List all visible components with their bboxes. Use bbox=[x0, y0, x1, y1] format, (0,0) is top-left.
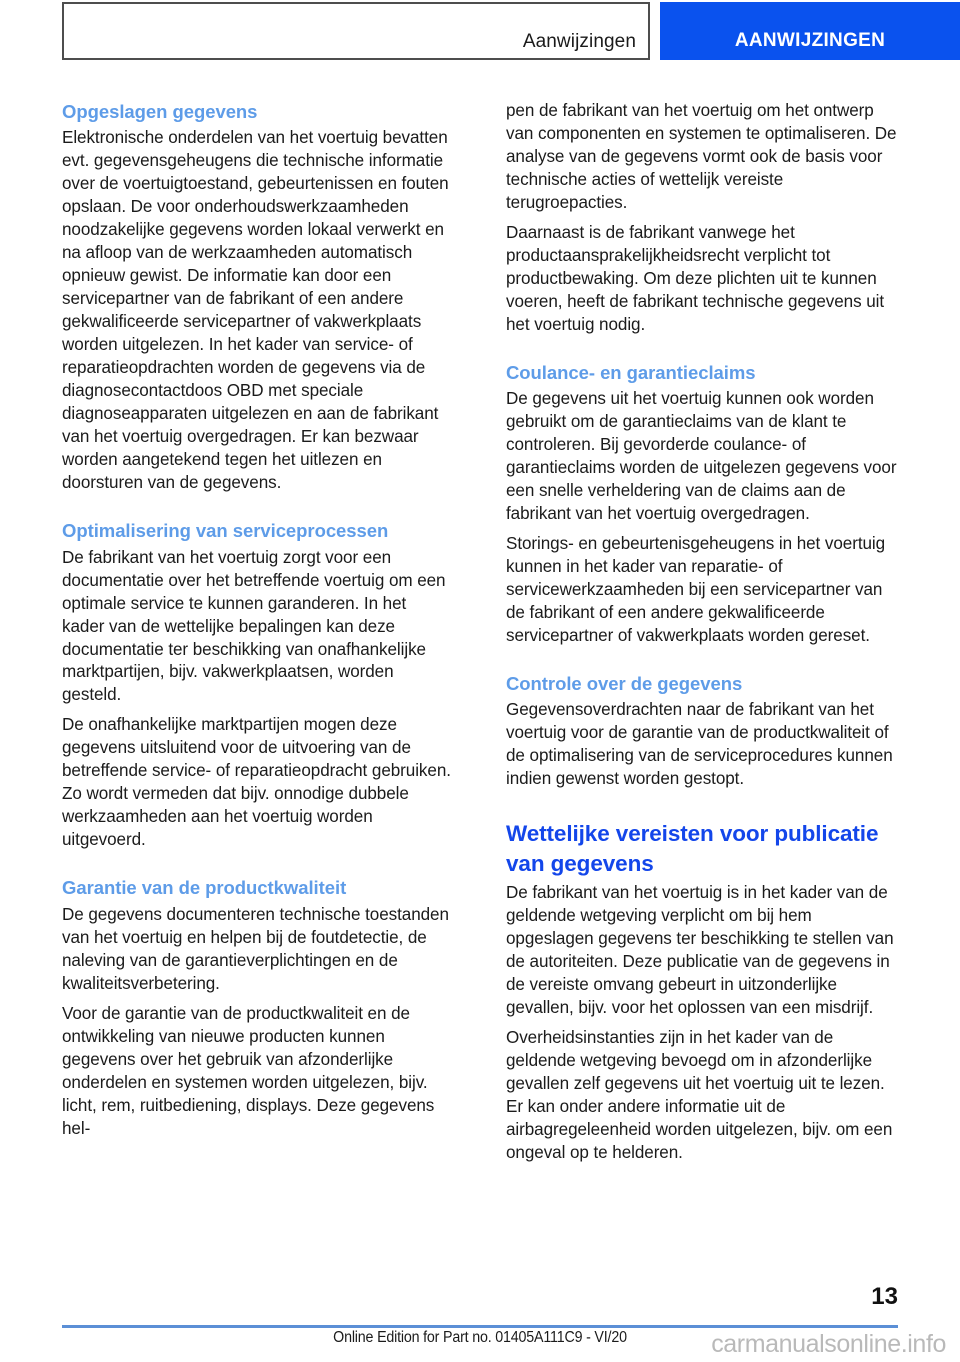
paragraph-marktpartijen: De onafhankelijke marktpartijen mogen deze gegevens uitsluitend voor de uitvoering van de betreffende service- of reparatieopdracht gebruiken. Zo wordt vermeden dat bijv. onnodige dubbele werkzaamheden aan het voertuig worden uitgevoerd. bbox=[62, 715, 451, 850]
heading-coulance-garantieclaims: Coulance- en garantieclaims bbox=[506, 361, 756, 383]
paragraph-opgeslagen-gegevens: Elektronische onderdelen van het voertuig bevatten evt. gegevensgeheugens die technische informatie over de voertuigtoestand, gebeurtenissen en fouten opslaan. De voor onderhoudswerkzaamheden noodzakelijke gegevens worden lokaal verwerkt en na afloop van de werkzaamheden automatisch opnieuw gewist. De informatie kan door een servicepartner van de fabrikant of een andere gekwalificeerde servicepartner of vakwerkplaats worden uitgelezen. In het kader van service- of reparatieopdrachten worden de gegevens via de diagnosecontactdoos OBD met speciale diagnoseapparaten uitgelezen en aan de fabrikant van het voertuig overgedragen. Er kan bezwaar worden aangetekend tegen het uitlezen en doorsturen van de gegevens. bbox=[62, 128, 449, 493]
paragraph-gegevensoverdrachten: Gegevensoverdrachten naar de fabrikant van het voertuig voor de garantie van de productkwaliteit of de optimalisering van de serviceprocedures kunnen indien gewenst worden gestopt. bbox=[506, 700, 893, 789]
heading-wettelijke-vereisten: Wettelijke vereisten voor publicatie van gegevens bbox=[506, 821, 879, 876]
chapter-tab bbox=[660, 2, 960, 60]
breadcrumb-label: Aanwijzingen bbox=[522, 31, 636, 52]
heading-controle-over-gegevens: Controle over de gegevens bbox=[506, 673, 743, 695]
paragraph-productaansprakelijkheid: Daarnaast is de fabrikant vanwege het productaansprakelijkheidsrecht verplicht tot productbewaking. Om deze plichten uit te kunnen voeren, heeft de fabrikant technische gegevens uit het voertuig nodig. bbox=[506, 222, 885, 334]
paragraph-overheidsinstanties: Overheidsinstanties zijn in het kader van de geldende wetgeving bevoegd om in afzonderlijke gevallen zelf gegevens uit het voertuig uit te lezen. Er kan onder andere informatie uit de airbagregeleenheid worden uitgelezen, bijv. om een ongeval op te helderen. bbox=[506, 1027, 893, 1162]
edition-note: Online Edition for Part no. 01405A111C9 - VI/20 bbox=[333, 1329, 627, 1346]
paragraph-garantieclaims: De gegevens uit het voertuig kunnen ook worden gebruikt om de garantieclaims van de klant te controleren. Bij gevorderde coulance- of garantieclaims worden de uitgelezen gegevens voor een snelle verheldering van de claims aan de fabrikant van het voertuig overgedragen. bbox=[506, 389, 897, 524]
heading-garantie-productkwaliteit: Garantie van de productkwaliteit bbox=[62, 877, 347, 899]
paragraph-technische-toestanden: De gegevens documenteren technische toestanden van het voertuig en helpen bij de foutdetectie, de naleving van de garantieverplichtingen en de kwaliteitsverbetering. bbox=[62, 904, 449, 993]
paragraph-wetgeving-autoriteiten: De fabrikant van het voertuig is in het kader van de geldende wetgeving verplicht om bij hem opgeslagen gegevens ter beschikking te stellen van de autoriteiten. Deze publicatie van de gegevens in de vereiste omvang gebeurt in uitzonderlijke gevallen, bijv. voor het oplossen van een misdrijf. bbox=[506, 882, 894, 1017]
heading-optimalisering-serviceprocessen: Optimalisering van serviceprocessen bbox=[62, 520, 389, 542]
page-content bbox=[62, 100, 898, 1165]
watermark-text: carmanualsonline.info bbox=[711, 1330, 946, 1358]
heading-opgeslagen-gegevens: Opgeslagen gegevens bbox=[62, 101, 258, 122]
paragraph-ontwerp-optimaliseren: pen de fabrikant van het voertuig om het ontwerp van componenten en systemen te optimaliseren. De analyse van de gegevens vormt ook de basis voor technische acties of wettelijk vereiste terugroepacties. bbox=[506, 101, 897, 212]
right-column bbox=[506, 100, 897, 1165]
left-column bbox=[62, 100, 453, 1165]
paragraph-storingsgeheugens: Storings- en gebeurtenisgeheugens in het voertuig kunnen in het kader van reparatie- of servicewerkzaamheden bij een servicepartner van de fabrikant of een andere gekwalificeerde servicepartner of vakwerkplaats worden gereset. bbox=[506, 534, 886, 646]
chapter-tab-label: AANWIJZINGEN bbox=[734, 30, 886, 51]
page-number: 13 bbox=[871, 1283, 898, 1310]
paragraph-productontwikkeling: Voor de garantie van de productkwaliteit en de ontwikkeling van nieuwe producten kunnen gegevens over het gebruik van afzonderlijke onderdelen en systemen worden uitgelezen, bijv. licht, rem, ruitbediening, displays. Deze gegevens hel- bbox=[62, 1003, 435, 1138]
breadcrumb-box bbox=[62, 2, 650, 60]
page-header bbox=[0, 0, 960, 64]
footer-divider bbox=[62, 1325, 898, 1328]
paragraph-documentatie: De fabrikant van het voertuig zorgt voor een documentatie over het betreffende voertuig om een optimale service te kunnen garanderen. In het kader van de wettelijke bepalingen kan deze documentatie ter beschikking van onafhankelijke marktpartijen, bijv. vakwerkplaatsen, worden gesteld. bbox=[62, 547, 446, 705]
